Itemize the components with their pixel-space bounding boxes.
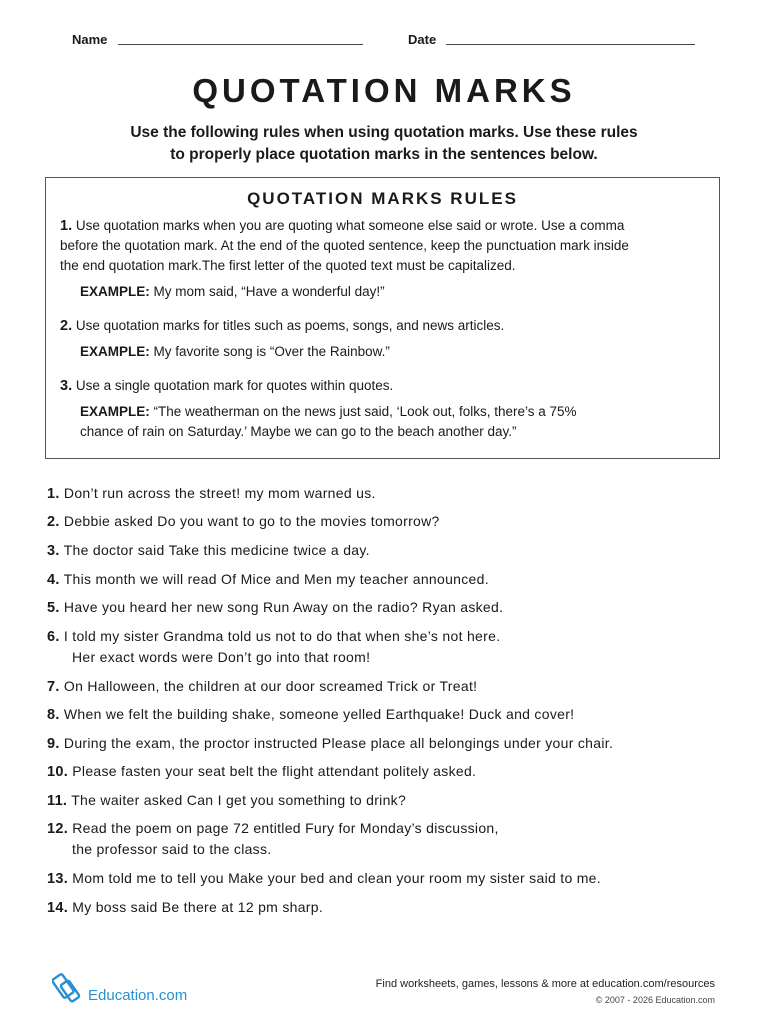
- question-text: I told my sister Grandma told us not to do that when she’s not here.: [63, 628, 501, 644]
- question-12: [47, 818, 747, 859]
- question-number: 9.: [47, 736, 60, 752]
- question-number: 13.: [47, 871, 69, 887]
- rules-box: [45, 177, 720, 459]
- name-date-header: [0, 32, 768, 52]
- question-text: My boss said Be there at 12 pm sharp.: [72, 899, 324, 915]
- rule-2: [60, 316, 710, 336]
- question-11: [47, 790, 747, 811]
- question-9: [47, 733, 747, 754]
- rule-number: 1.: [60, 218, 73, 234]
- question-number: 3.: [47, 543, 60, 559]
- question-number: 7.: [47, 679, 60, 695]
- rule-text-line: Use quotation marks when you are quoting what someone else said or wrote. Use a comma: [75, 218, 625, 233]
- name-label: Name: [72, 32, 108, 47]
- rule-number: 3.: [60, 378, 73, 394]
- question-number: 10.: [47, 764, 69, 780]
- rule-text-line: before the quotation mark. At the end of the quoted sentence, keep the punctuation mark inside: [60, 238, 629, 253]
- example-label: EXAMPLE:: [80, 404, 150, 419]
- rules-title: QUOTATION MARKS RULES: [247, 189, 518, 208]
- question-text: Debbie asked Do you want to go to the movies tomorrow?: [63, 513, 440, 529]
- rule-text-line: Use a single quotation mark for quotes within quotes.: [75, 378, 394, 393]
- logo-text: Education.com: [88, 987, 188, 1004]
- question-text: Read the poem on page 72 entitled Fury for Monday’s discussion,: [72, 820, 499, 836]
- question-text: When we felt the building shake, someone yelled Earthquake! Duck and cover!: [63, 706, 575, 722]
- question-text: Don’t run across the street! my mom warned us.: [63, 485, 376, 501]
- example-text: “The weatherman on the news just said, ‘Look out, folks, there’s a 75%: [153, 404, 577, 419]
- rule-number: 2.: [60, 318, 73, 334]
- example-text: chance of rain on Saturday.’ Maybe we can go to the beach another day.”: [80, 424, 517, 439]
- page-title: QUOTATION MARKS: [192, 72, 576, 109]
- education-logo[interactable]: [52, 972, 212, 1008]
- rule-3: [60, 376, 710, 396]
- example-text: My favorite song is “Over the Rainbow.”: [153, 344, 390, 359]
- question-number: 4.: [47, 572, 60, 588]
- example-text: My mom said, “Have a wonderful day!”: [153, 284, 385, 299]
- date-label: Date: [408, 32, 437, 47]
- question-number: 14.: [47, 900, 69, 916]
- question-text: Have you heard her new song Run Away on the radio? Ryan asked.: [63, 599, 504, 615]
- question-number: 8.: [47, 707, 60, 723]
- rule-3-example: [80, 402, 700, 442]
- question-14: [47, 897, 747, 918]
- question-2: [47, 511, 747, 532]
- question-number: 11.: [47, 793, 68, 809]
- question-5: [47, 597, 747, 618]
- example-label: EXAMPLE:: [80, 284, 150, 299]
- question-number: 12.: [47, 821, 69, 837]
- date-write-line[interactable]: [446, 44, 695, 45]
- question-number: 5.: [47, 600, 60, 616]
- question-6: [47, 626, 747, 667]
- example-label: EXAMPLE:: [80, 344, 150, 359]
- rule-1-example: [80, 282, 700, 302]
- question-number: 1.: [47, 486, 60, 502]
- question-text: On Halloween, the children at our door screamed Trick or Treat!: [63, 678, 478, 694]
- question-text: The waiter asked Can I get you something to drink?: [71, 792, 407, 808]
- question-13: [47, 868, 747, 889]
- footer-copyright: © 2007 - 2026 Education.com: [595, 995, 715, 1005]
- question-text-continued: Her exact words were Don’t go into that room!: [72, 649, 371, 665]
- question-text: Please fasten your seat belt the flight attendant politely asked.: [72, 763, 477, 779]
- intro-text: [60, 122, 708, 166]
- question-10: [47, 761, 747, 782]
- intro-line: to properly place quotation marks in the sentences below.: [170, 146, 598, 163]
- question-8: [47, 704, 747, 725]
- footer-tagline[interactable]: Find worksheets, games, lessons & more at education.com/resources: [375, 978, 715, 990]
- question-number: 6.: [47, 629, 60, 645]
- question-text: This month we will read Of Mice and Men my teacher announced.: [63, 571, 489, 587]
- question-text: The doctor said Take this medicine twice a day.: [63, 542, 370, 558]
- question-7: [47, 676, 747, 697]
- question-text: During the exam, the proctor instructed Please place all belongings under your chair.: [63, 735, 614, 751]
- rule-2-example: [80, 342, 700, 362]
- question-text-continued: the professor said to the class.: [72, 841, 272, 857]
- rule-text-line: the end quotation mark.The first letter of the quoted text must be capitalized.: [60, 258, 516, 273]
- question-number: 2.: [47, 514, 60, 530]
- rule-1: [60, 216, 710, 276]
- question-4: [47, 569, 747, 590]
- question-3: [47, 540, 747, 561]
- intro-line: Use the following rules when using quotation marks. Use these rules: [130, 124, 638, 141]
- name-write-line[interactable]: [118, 44, 363, 45]
- rule-text-line: Use quotation marks for titles such as poems, songs, and news articles.: [75, 318, 505, 333]
- paperclip-pencil-icon: [52, 972, 86, 1006]
- question-text: Mom told me to tell you Make your bed and clean your room my sister said to me.: [72, 870, 601, 886]
- question-1: [47, 483, 747, 504]
